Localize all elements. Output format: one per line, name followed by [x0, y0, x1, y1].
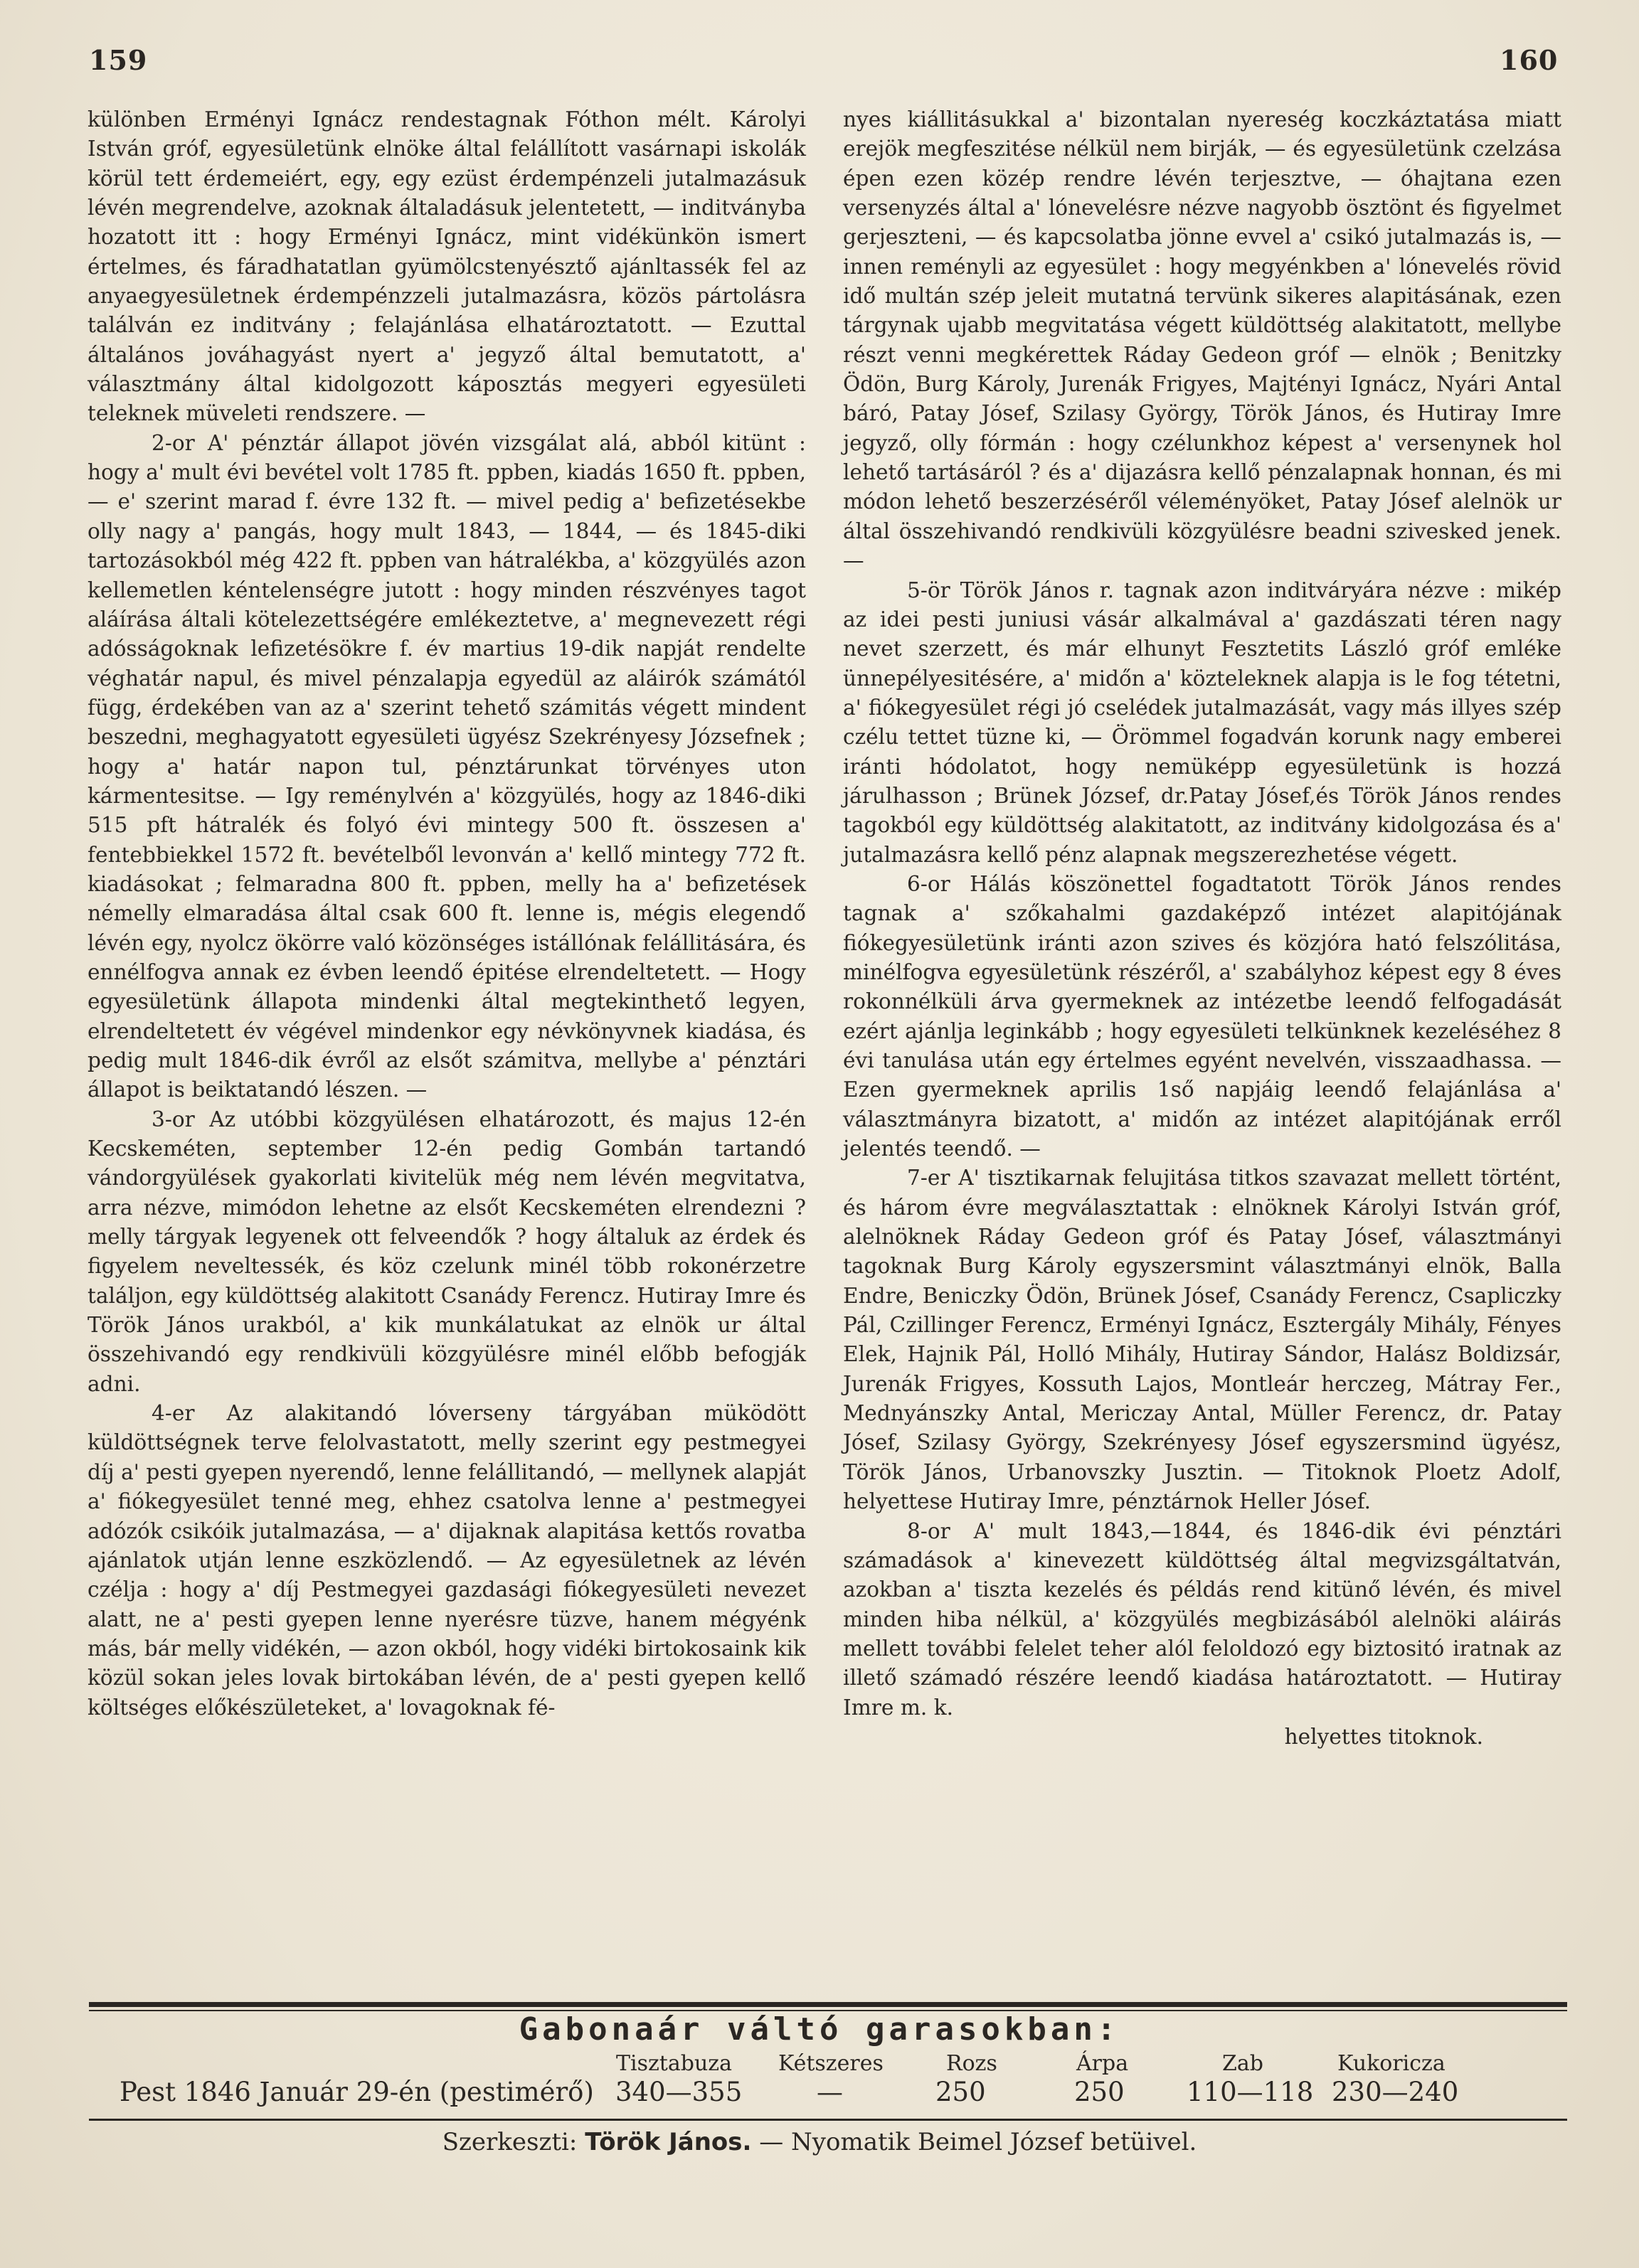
grain-header: Rozs	[946, 2051, 997, 2076]
printer-note: — Nyomatik Beimel József betüivel.	[759, 2128, 1197, 2156]
paragraph: nyes kiállitásukkal a' bizontalan nyereség koczkáztatása miatt erejök megfeszitése nélkül nem birják, — és egyesületünk czelzása épen ezen közép rendre lévén terjesztve, — óhajtana ezen versenyzés által a' lónevelésre nézve nagyobb ösztönt és figyelmet gerjeszteni, — és kapcsolatba jönne evvel a' csikó jutalmazás is, — innen reményli az egyesület : hogy megyénkben a' lónevelés rövid idő multán szép jeleit mutatná tervünk sikeres alapitásának, ezen tárgynak ujabb megvitatása végett küldöttség alakitatott, mellybe részt venni megkérettek Ráday Gedeon gróf — elnök ; Benitzky Ödön, Burg Károly, Jurenák Frigyes, Majtényi Ignácz, Nyári Antal báró, Patay Jósef, Szilasy György, Török János, és Hutiray Imre jegyző, olly fórmán : hogy czélunkhoz képest a' versenynek hol lehető tartásáról ? és a' dijazásra kellő pénzalapnak honnan, és mi módon lehető beszerzéséről véleményöket, Patay Jósef alelnök ur által összehivandó rendkivüli közgyülésre beadni szivesked jenek. —	[843, 107, 1561, 573]
signature-title: helyettes titoknok.	[1284, 1724, 1483, 1749]
left-column	[87, 105, 806, 1723]
paragraph: 2-or A' pénztár állapot jövén vizsgálat alá, abból kitünt : hogy a' mult évi bevétel volt 1785 ft. ppben, kiadás 1650 ft. ppben, — e' szerint marad f. évre 132 ft. — mivel pedig a' befizetésekbe olly nagy a' pangás, hogy mult 1843, — 1844, — és 1845-diki tartozásokból még 422 ft. ppben van hátralékba, a' közgyülés azon kellemetlen kéntelenségre jutott : hogy minden részvényes tagot aláírása általi kötelezettségére emlékeztetve, a' megnevezett régi adósságoknak lefizetésökre f. év martius 19-dik napját rendelte véghatár napul, és mivel pénzalapja egyedül az aláirók számától függ, érdekében van az a' szerint tehető számitás végett mindent beszedni, meghagyatott egyesületi ügyész Szekrényesy Józsefnek ; hogy a' határ napon tul, pénztárunkat törvényes uton kármentesitse. — Igy reménylvén a' közgyülés, hogy az 1846-diki 515 pft hátralék és folyó évi mintegy 500 ft. összesen a' fentebbiekkel 1572 ft. bevételből levonván a' kellő mintegy 772 ft. kiadásokat ; felmaradna 800 ft. ppben, melly ha a' befizetések némelly elmaradása által csak 600 ft. lenne is, mégis elegendő lévén egy, nyolcz ökörre való közönséges istállónak felállitására, és ennélfogva annak ez évben leendő épitése elrendeltetett. — Hogy egyesületünk állapota mindenki által megtekinthető legyen, elrendeltetett év végével mindenkor egy névkönyvnek kiadása, és pedig mult 1846-dik évről az elsőt számitva, mellybe a' pénztári állapot is beiktatandó lészen. —	[87, 430, 806, 1102]
imprint-line	[0, 2128, 1639, 2156]
grain-header: Kukoricza	[1337, 2051, 1446, 2076]
grain-value: 110—118	[1187, 2077, 1314, 2107]
grain-row-label: Pest 1846 Január 29-én (pestimérő)	[120, 2077, 594, 2107]
grain-value: 340—355	[615, 2077, 743, 2107]
right-column	[843, 105, 1561, 1752]
grain-value: 250	[1074, 2077, 1125, 2107]
paragraph: 6-or Hálás köszönettel fogadtatott Török János rendes tagnak a' szőkahalmi gazdaképző intézet alapitójának fiókegyesületünk iránti azon szives és közjóra ható felszólitása, minélfogva egyesületünk részéről, a' szabályhoz képest egy 8 éves rokonnélküli árva gyermeknek az intézetbe leendő felfogadását ezért ajánlja leginkább ; hogy egyesületi telkünknek kezeléséhez 8 évi tanulása után egy értelmes egyént nevelvén, visszaadhassa. — Ezen gyermeknek aprilis 1ső napjáig leendő felajánlása a' választmányra bizatott, a' midőn az intézet alapitójának erről jelentés teendő. —	[843, 871, 1561, 1161]
page-number-left: 159	[89, 44, 148, 76]
grain-price-title: Gabonaár váltó garasokban:	[519, 2011, 1120, 2048]
paragraph: 7-er A' tisztikarnak felujitása titkos szavazat mellett történt, és három évre megválasztattak : elnöknek Károlyi István gróf, alelnöknek Ráday Gedeon gróf és Patay Jósef, választmányi tagoknak Burg Károly egyszersmint választmányi elnök, Balla Endre, Beniczky Ödön, Brünek Jósef, Csanády Ferencz, Csapliczky Pál, Czillinger Ferencz, Erményi Ignácz, Esztergály Mihály, Fényes Elek, Hajnik Pál, Holló Mihály, Hutiray Sándor, Halász Boldizsár, Jurenák Frigyes, Kossuth Lajos, Montleár herczeg, Mátray Fer., Mednyánszky Antal, Mericzay Antal, Müller Ferencz, dr. Patay Jósef, Szilasy György, Szekrényesy Jósef egyszersmind ügyész, Török János, Urbanovszky Jusztin. — Titoknok Ploetz Adolf, helyettese Hutiray Imre, pénztárnok Heller Jósef.	[843, 1166, 1561, 1514]
grain-value: 230—240	[1332, 2077, 1459, 2107]
grain-header: Kétszeres	[778, 2051, 884, 2076]
paragraph: 5-ör Török János r. tagnak azon inditváryára nézve : mikép az idei pesti juniusi vásár alkalmával a' gazdászati téren nagy nevet szerzett, és már elhunyt Fesztetits László gróf emléke ünnepélyesitésére, a' midőn a' közteleknek alapja is le fog tétetni, a' fiókegyesület régi jó cselédek jutalmazását, vagy más illyes szép czélu tettet tüzne ki, — Örömmel fogadván korunk nagy emberei iránti hódolatot, hogy nemüképp egyesületünk is hozzá járulhasson ; Brünek József, dr.Patay Jósef,és Török János rendes tagokból egy küldöttség alakitatott, az inditvány kidolgozása és a' jutalmazásra kellő pénz alapnak megszerezhetése végett.	[843, 577, 1561, 867]
divider-bottom	[89, 2119, 1567, 2121]
paragraph: 3-or Az utóbbi közgyülésen elhatározott, és majus 12-én Kecskeméten, september 12-én pedig Gombán tartandó vándorgyülések gyakorlati kivitelük még nem lévén megvitatva, arra nézve, mimódon lehetne az elsőt Kecskeméten elrendezni ? melly tárgyak legyenek ott felveendők ? hogy általuk az érdek és figyelem neveltessék, és köz czelunk minél több rokonérzetre találjon, egy küldöttség alakitott Csanády Ferencz. Hutiray Imre és Török János urakból, a' kik munkálatukat az elnök ur által összehivandó egy rendkivüli közgyülésre minél előbb befogják adni.	[87, 1107, 806, 1396]
grain-value: 250	[935, 2077, 986, 2107]
paragraph: 8-or A' mult 1843,—1844, és 1846-dik évi pénztári számadások a' kinevezett küldöttség által megvizsgáltatván, azokban a' tiszta kezelés és példás rend kitünő lévén, és mivel minden hiba nélkül, a' közgyülés megbizásából alelnöki aláirás mellett további felelet teher alól feloldozó egy biztositó iratnak az illető számadó részére leendő kiadása határoztatott. — Hutiray Imre m. k.	[843, 1518, 1561, 1720]
paragraph: 4-er Az alakitandó lóverseny tárgyában müködött küldöttségnek terve felolvastatott, melly szerint egy pestmegyei díj a' pesti gyepen nyerendő, lenne felállitandó, — mellynek alapját a' fiókegyesület tenné meg, ehhez csatolva lenne a' pestmegyei adózók csikóik jutalmazása, — a' dijaknak alapitása kettős rovatba ajánlatok utján lenne eszközlendő. — Az egyesületnek az lévén czélja : hogy a' díj Pestmegyei gazdasági fiókegyesületi nevezet alatt, ne a' pesti gyepen lenne nyerésre tüzve, hanem mégyénk más, bár melly vidékén, — azon okból, hogy vidéki birtokosaink kik közül sokan jeles lovak birtokában lévén, de a' pesti gyepen kellő költséges előkészületeket, a' lovagoknak fé-	[87, 1401, 806, 1720]
paragraph: különben Erményi Ignácz rendestagnak Fóthon mélt. Károlyi István gróf, egyesületünk elnöke által felállított vasárnapi iskolák körül tett érdemeiért, egy, egy ezüst érdempénzeli jutalmazásuk lévén megrendelve, azoknak általadásuk jelentetett, — inditványba hozatott itt : hogy Erményi Ignácz, mint vidékünkön ismert értelmes, és fáradhatatlan gyümölcstenyésztő ajánltassék fel az anyaegyesületnek érdempénzzeli jutalmazásra, közös pártolásra találván ez inditvány ; felajánlása elhatároztatott. — Ezuttal általános jováhagyást nyert a' jegyző által bemutatott, a' választmány által kidolgozott káposztás megyeri egyesületi teleknek müveleti rendszere. —	[87, 107, 806, 426]
grain-header: Tisztabuza	[616, 2051, 732, 2076]
editor-label: Szerkeszti:	[442, 2128, 578, 2156]
divider-thick	[89, 2002, 1567, 2007]
grain-header: Zab	[1222, 2051, 1263, 2076]
grain-value: —	[817, 2077, 843, 2107]
grain-header: Árpa	[1076, 2051, 1129, 2076]
page-number-right: 160	[1500, 44, 1559, 76]
editor-name: Török János.	[585, 2128, 752, 2156]
